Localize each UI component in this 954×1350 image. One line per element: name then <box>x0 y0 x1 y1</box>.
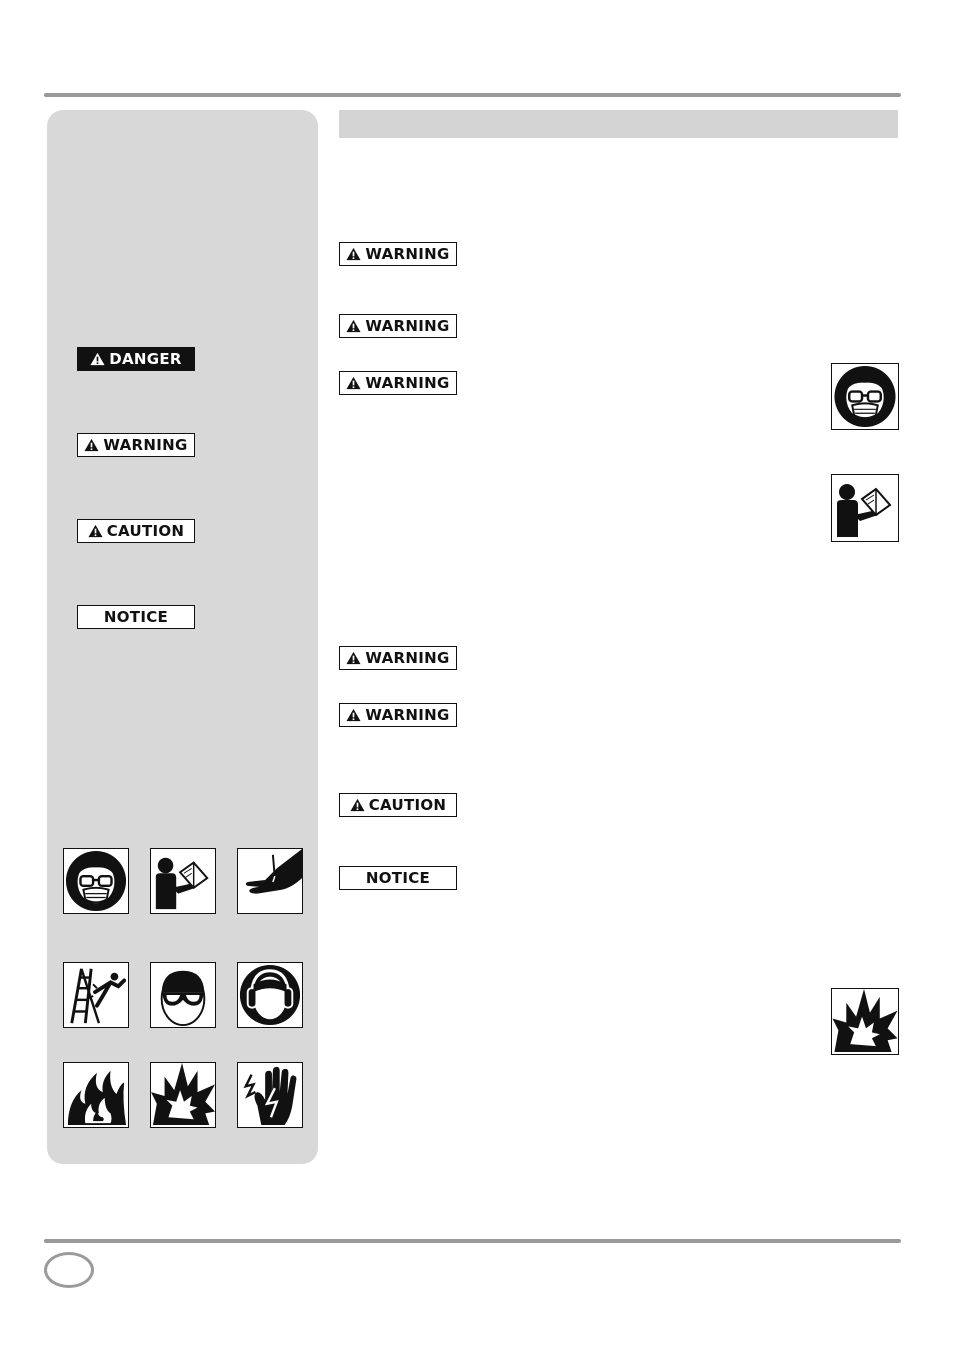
face-mask-goggles-icon <box>831 363 899 430</box>
danger-label: DANGER <box>77 347 195 371</box>
page-number-badge <box>44 1252 94 1288</box>
warning-label: WARNING <box>339 314 457 338</box>
hand-puncture-icon <box>237 848 303 914</box>
section-header-bar <box>339 110 898 138</box>
fire-icon <box>63 1062 129 1128</box>
ladder-fall-icon <box>63 962 129 1028</box>
warning-label: WARNING <box>339 371 457 395</box>
alert-triangle-icon <box>84 438 99 452</box>
alert-triangle-icon <box>346 247 361 261</box>
alert-triangle-icon <box>346 651 361 665</box>
warning-label: WARNING <box>339 242 457 266</box>
bottom-rule <box>44 1239 901 1243</box>
read-manual-icon <box>150 848 216 914</box>
explosion-icon <box>831 988 899 1055</box>
caution-label: CAUTION <box>77 519 195 543</box>
safety-goggles-icon <box>150 962 216 1028</box>
alert-triangle-icon <box>346 708 361 722</box>
explosion-icon <box>150 1062 216 1128</box>
face-mask-goggles-icon <box>63 848 129 914</box>
alert-triangle-icon <box>88 524 103 538</box>
alert-triangle-icon <box>346 319 361 333</box>
alert-triangle-icon <box>346 376 361 390</box>
ear-protection-icon <box>237 962 303 1028</box>
warning-label: WARNING <box>339 646 457 670</box>
top-rule <box>44 93 901 97</box>
electric-shock-icon <box>237 1062 303 1128</box>
read-manual-icon <box>831 474 899 542</box>
caution-label: CAUTION <box>339 793 457 817</box>
alert-triangle-icon <box>350 798 365 812</box>
warning-label: WARNING <box>339 703 457 727</box>
notice-label: NOTICE <box>77 605 195 629</box>
warning-label: WARNING <box>77 433 195 457</box>
notice-label: NOTICE <box>339 866 457 890</box>
alert-triangle-icon <box>90 352 105 366</box>
